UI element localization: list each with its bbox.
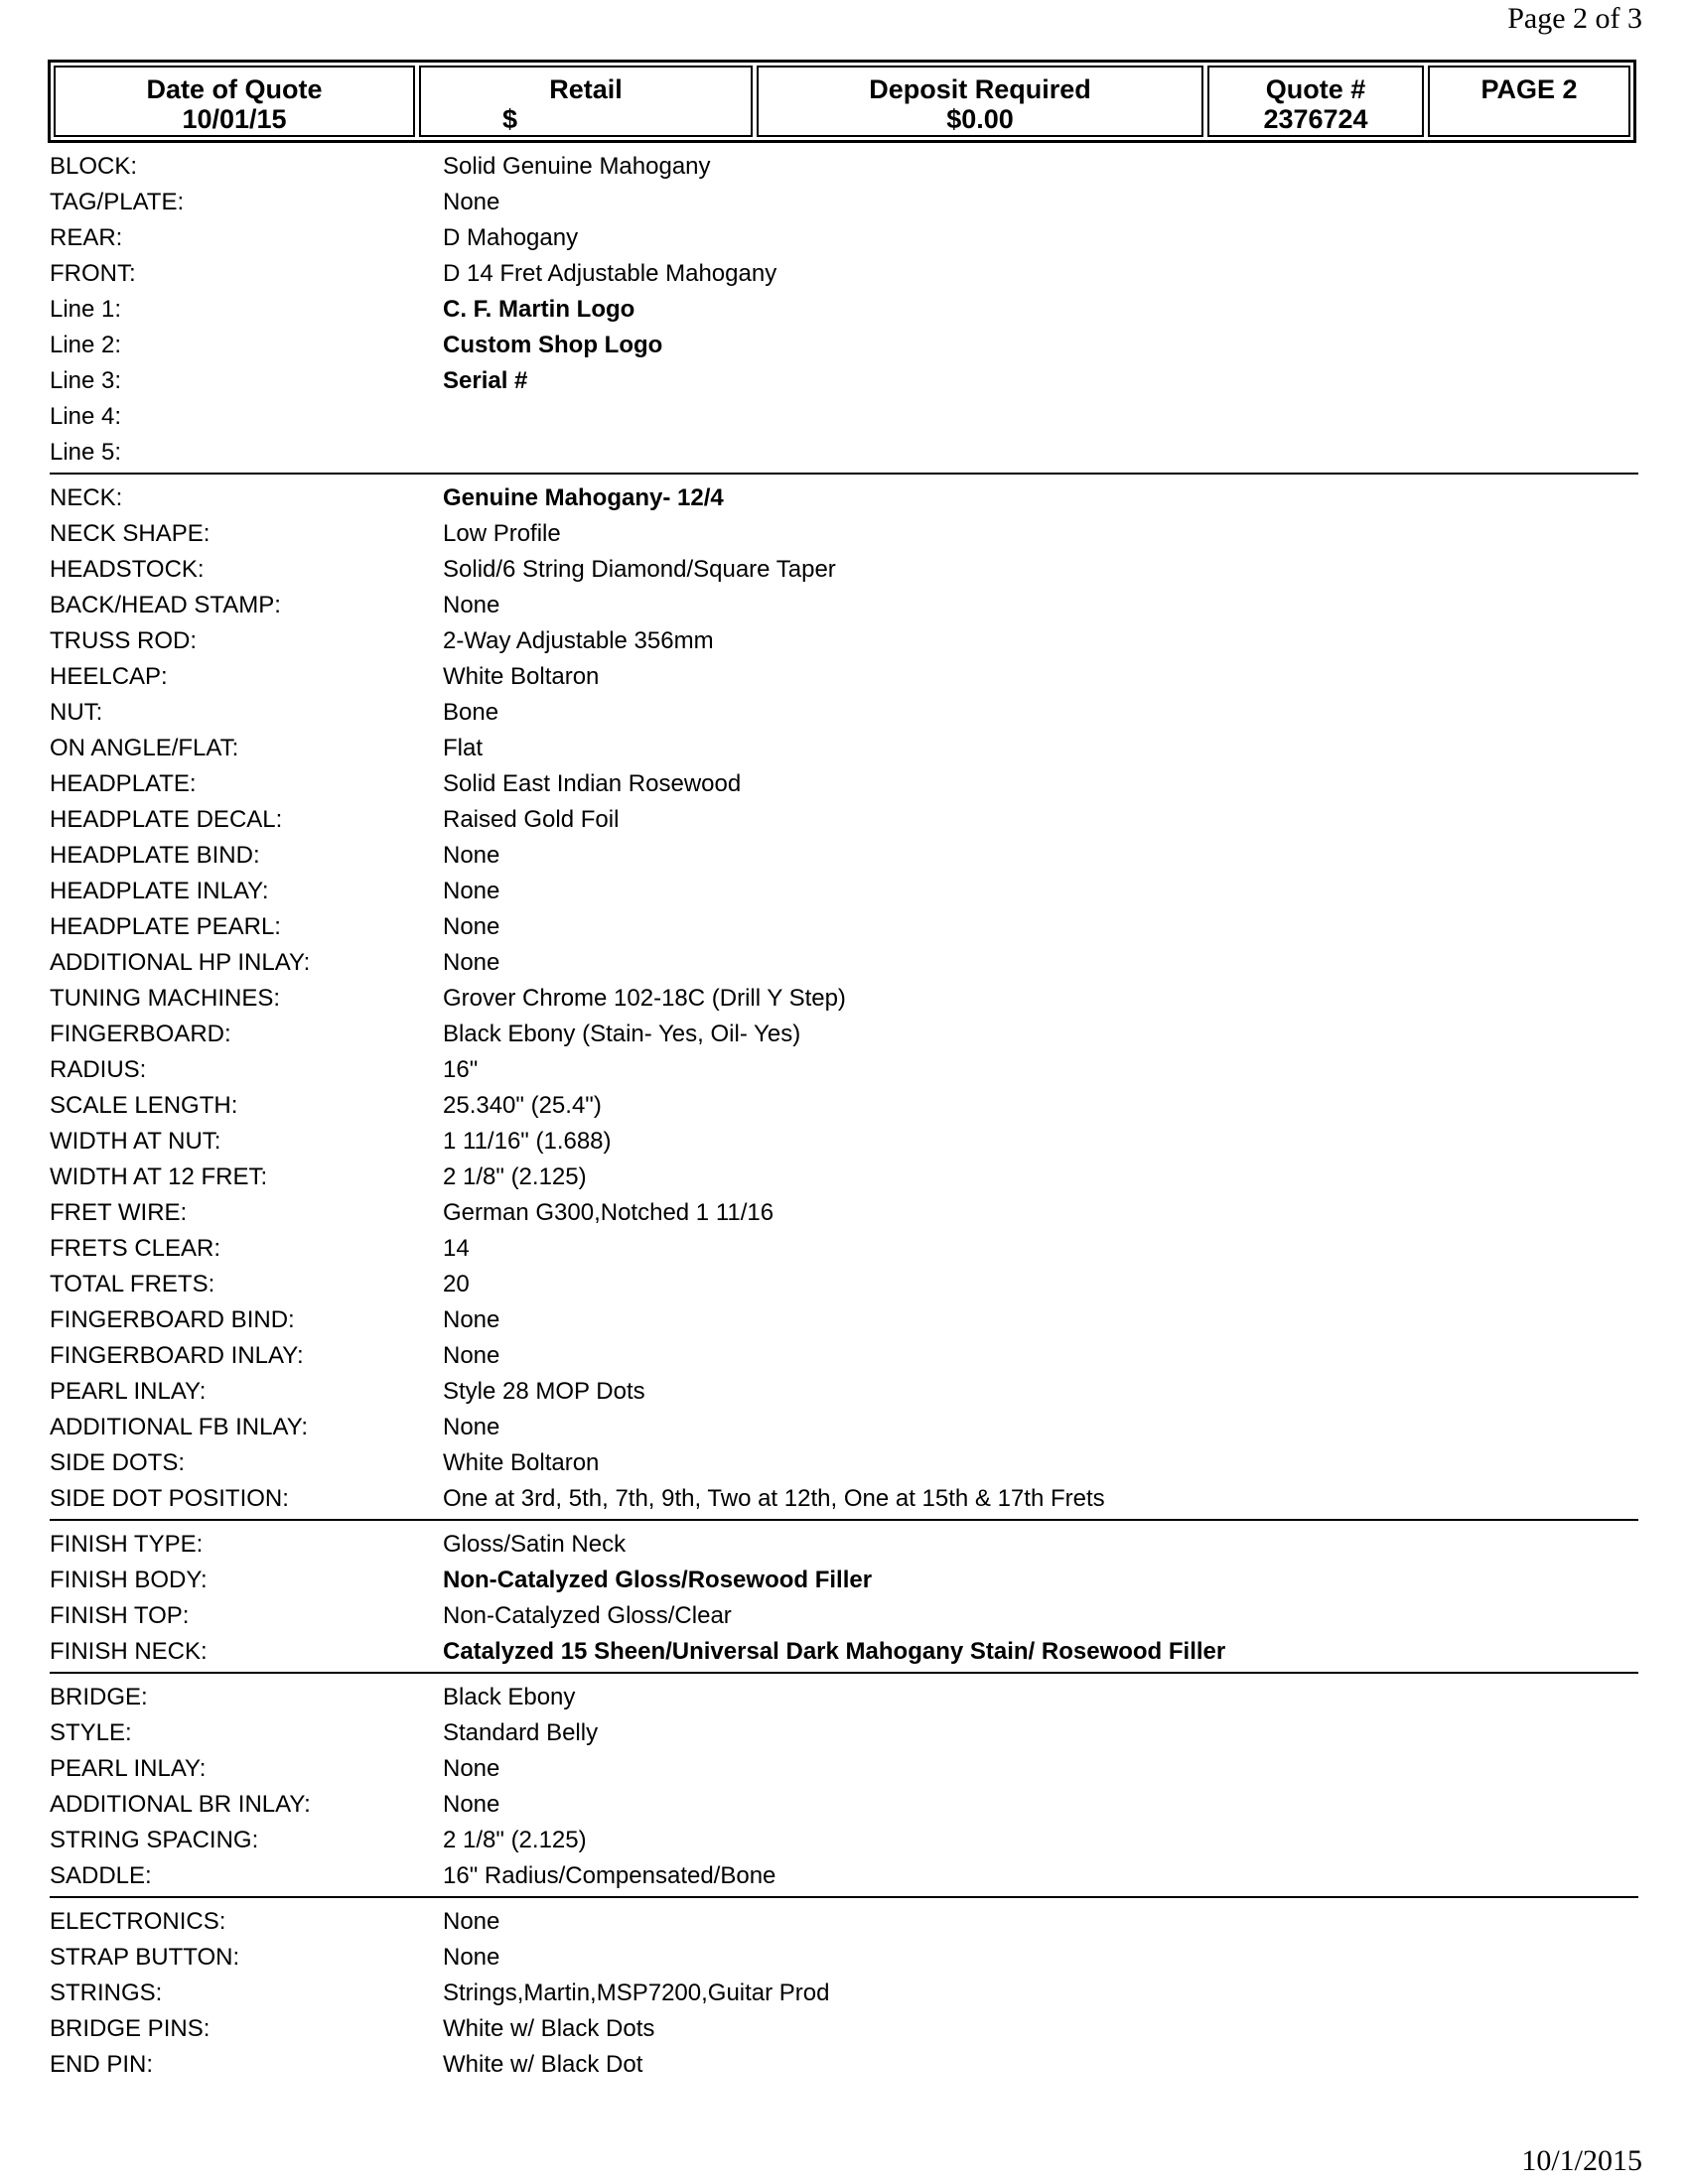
spec-row xyxy=(50,1445,1638,1481)
spec-row xyxy=(50,1410,1638,1445)
spec-section xyxy=(50,1680,1638,1898)
retail-cell xyxy=(419,66,753,137)
spec-row xyxy=(50,1634,1638,1670)
spec-value: Style 28 MOP Dots xyxy=(443,1378,645,1405)
quote-header xyxy=(48,60,1636,143)
spec-row xyxy=(50,1267,1638,1302)
spec-value: D Mahogany xyxy=(443,224,579,251)
page-label: PAGE 2 xyxy=(1480,74,1578,104)
spec-value: One at 3rd, 5th, 7th, 9th, Two at 12th, One at 15th & 17th Frets xyxy=(443,1485,1105,1512)
spec-value: Custom Shop Logo xyxy=(443,332,663,358)
spec-row xyxy=(50,909,1638,945)
spec-label: Line 4: xyxy=(50,403,122,430)
spec-label: SADDLE: xyxy=(50,1862,152,1889)
spec-label: HEADPLATE: xyxy=(50,770,197,797)
spec-label: Line 3: xyxy=(50,367,122,394)
spec-section xyxy=(50,1527,1638,1674)
spec-row xyxy=(50,981,1638,1017)
spec-label: Line 2: xyxy=(50,332,122,358)
spec-label: REAR: xyxy=(50,224,123,251)
spec-row xyxy=(50,588,1638,623)
spec-row xyxy=(50,2011,1638,2047)
spec-label: END PIN: xyxy=(50,2051,154,2078)
spec-label: HEADSTOCK: xyxy=(50,556,205,583)
spec-row xyxy=(50,1598,1638,1634)
spec-value: 1 11/16" (1.688) xyxy=(443,1128,612,1155)
spec-row xyxy=(50,1052,1638,1088)
spec-value: 25.340" (25.4") xyxy=(443,1092,602,1119)
spec-label: PEARL INLAY: xyxy=(50,1378,207,1405)
spec-label: BRIDGE: xyxy=(50,1684,148,1710)
spec-value: White w/ Black Dots xyxy=(443,2015,655,2042)
spec-value: 16" Radius/Compensated/Bone xyxy=(443,1862,776,1889)
spec-row xyxy=(50,1481,1638,1517)
quote-number-cell xyxy=(1207,66,1424,137)
spec-row xyxy=(50,1195,1638,1231)
spec-value: None xyxy=(443,189,500,215)
spec-label: FINISH BODY: xyxy=(50,1567,208,1593)
spec-label: FINISH NECK: xyxy=(50,1638,208,1665)
spec-row xyxy=(50,766,1638,802)
spec-value: None xyxy=(443,1791,500,1818)
spec-row xyxy=(50,1787,1638,1823)
spec-value: Grover Chrome 102-18C (Drill Y Step) xyxy=(443,985,846,1012)
date-of-quote-value: 10/01/15 xyxy=(182,104,287,134)
spec-value: 2-Way Adjustable 356mm xyxy=(443,627,714,654)
spec-value: None xyxy=(443,949,500,976)
spec-value: 2 1/8" (2.125) xyxy=(443,1163,587,1190)
spec-value: White Boltaron xyxy=(443,663,600,690)
retail-label: Retail xyxy=(549,74,623,104)
spec-label: NECK SHAPE: xyxy=(50,520,211,547)
spec-row xyxy=(50,480,1638,516)
spec-value: White Boltaron xyxy=(443,1449,600,1476)
spec-value: 16" xyxy=(443,1056,479,1083)
spec-label: STRING SPACING: xyxy=(50,1827,259,1853)
spec-value: None xyxy=(443,1306,500,1333)
spec-value: Non-Catalyzed Gloss/Rosewood Filler xyxy=(443,1567,873,1593)
spec-label: FINISH TOP: xyxy=(50,1602,190,1629)
spec-value: None xyxy=(443,1755,500,1782)
spec-value: Genuine Mahogany- 12/4 xyxy=(443,484,724,511)
spec-label: PEARL INLAY: xyxy=(50,1755,207,1782)
spec-label: NUT: xyxy=(50,699,103,726)
spec-value: 2 1/8" (2.125) xyxy=(443,1827,587,1853)
spec-row xyxy=(50,1976,1638,2011)
spec-value: None xyxy=(443,592,500,618)
spec-label: WIDTH AT 12 FRET: xyxy=(50,1163,268,1190)
deposit-cell xyxy=(757,66,1203,137)
date-of-quote-label: Date of Quote xyxy=(146,74,323,104)
spec-value: Bone xyxy=(443,699,499,726)
spec-label: FINGERBOARD BIND: xyxy=(50,1306,295,1333)
spec-row xyxy=(50,838,1638,874)
spec-label: SIDE DOTS: xyxy=(50,1449,186,1476)
spec-value: German G300,Notched 1 11/16 xyxy=(443,1199,774,1226)
spec-value: None xyxy=(443,878,500,904)
spec-row xyxy=(50,1563,1638,1598)
spec-label: ELECTRONICS: xyxy=(50,1908,226,1935)
spec-label: ADDITIONAL HP INLAY: xyxy=(50,949,311,976)
spec-value: White w/ Black Dot xyxy=(443,2051,643,2078)
spec-row xyxy=(50,1302,1638,1338)
spec-row xyxy=(50,149,1638,185)
spec-label: BRIDGE PINS: xyxy=(50,2015,211,2042)
spec-label: Line 1: xyxy=(50,296,122,323)
spec-value: C. F. Martin Logo xyxy=(443,296,635,323)
spec-value: Strings,Martin,MSP7200,Guitar Prod xyxy=(443,1979,830,2006)
spec-value: Solid/6 String Diamond/Square Taper xyxy=(443,556,836,583)
spec-label: TUNING MACHINES: xyxy=(50,985,281,1012)
spec-row xyxy=(50,1527,1638,1563)
spec-label: FINISH TYPE: xyxy=(50,1531,204,1558)
page-indicator: Page 2 of 3 xyxy=(1507,2,1642,35)
spec-value: Gloss/Satin Neck xyxy=(443,1531,627,1558)
spec-label: ADDITIONAL BR INLAY: xyxy=(50,1791,311,1818)
spec-value: D 14 Fret Adjustable Mahogany xyxy=(443,260,777,287)
spec-row xyxy=(50,802,1638,838)
spec-row xyxy=(50,2047,1638,2083)
spec-row xyxy=(50,185,1638,220)
spec-label: FRETS CLEAR: xyxy=(50,1235,221,1262)
spec-value: Black Ebony xyxy=(443,1684,576,1710)
spec-row xyxy=(50,1338,1638,1374)
spec-label: FINGERBOARD: xyxy=(50,1021,231,1047)
spec-value: Raised Gold Foil xyxy=(443,806,620,833)
spec-label: WIDTH AT NUT: xyxy=(50,1128,221,1155)
deposit-label: Deposit Required xyxy=(869,74,1091,104)
spec-row xyxy=(50,1231,1638,1267)
spec-label: ON ANGLE/FLAT: xyxy=(50,735,239,761)
spec-row xyxy=(50,1940,1638,1976)
spec-label: TOTAL FRETS: xyxy=(50,1271,215,1297)
spec-row xyxy=(50,1088,1638,1124)
spec-value: Non-Catalyzed Gloss/Clear xyxy=(443,1602,732,1629)
spec-label: BLOCK: xyxy=(50,153,138,180)
spec-row xyxy=(50,1904,1638,1940)
spec-row xyxy=(50,552,1638,588)
spec-section xyxy=(50,149,1638,475)
spec-row xyxy=(50,659,1638,695)
spec-label: Line 5: xyxy=(50,439,122,466)
spec-value: 20 xyxy=(443,1271,470,1297)
spec-label: NECK: xyxy=(50,484,123,511)
spec-value: None xyxy=(443,1908,500,1935)
spec-row xyxy=(50,695,1638,731)
spec-value: Solid East Indian Rosewood xyxy=(443,770,742,797)
spec-row xyxy=(50,292,1638,328)
spec-row xyxy=(50,1715,1638,1751)
quote-number-value: 2376724 xyxy=(1263,104,1368,134)
spec-label: FINGERBOARD INLAY: xyxy=(50,1342,304,1369)
spec-value: Solid Genuine Mahogany xyxy=(443,153,711,180)
spec-row xyxy=(50,256,1638,292)
quote-number-label: Quote # xyxy=(1265,74,1366,104)
spec-label: SCALE LENGTH: xyxy=(50,1092,238,1119)
spec-row xyxy=(50,1017,1638,1052)
spec-section xyxy=(50,480,1638,1521)
spec-label: BACK/HEAD STAMP: xyxy=(50,592,281,618)
spec-value: None xyxy=(443,1944,500,1971)
spec-row xyxy=(50,1823,1638,1858)
spec-label: HEELCAP: xyxy=(50,663,168,690)
spec-label: FRONT: xyxy=(50,260,136,287)
spec-value: Flat xyxy=(443,735,484,761)
spec-value: 14 xyxy=(443,1235,470,1262)
spec-value: Black Ebony (Stain- Yes, Oil- Yes) xyxy=(443,1021,801,1047)
spec-label: HEADPLATE BIND: xyxy=(50,842,260,869)
spec-section xyxy=(50,1904,1638,2085)
footer-date: 10/1/2015 xyxy=(1521,2144,1642,2177)
spec-row xyxy=(50,1374,1638,1410)
spec-row xyxy=(50,363,1638,399)
spec-row xyxy=(50,874,1638,909)
spec-row xyxy=(50,731,1638,766)
spec-label: TAG/PLATE: xyxy=(50,189,185,215)
spec-value: None xyxy=(443,1414,500,1440)
spec-value: Catalyzed 15 Sheen/Universal Dark Mahogany Stain/ Rosewood Filler xyxy=(443,1638,1226,1665)
spec-row xyxy=(50,945,1638,981)
retail-value: $ xyxy=(502,104,518,134)
spec-row xyxy=(50,1751,1638,1787)
spec-value: None xyxy=(443,913,500,940)
page-label-cell xyxy=(1428,66,1630,137)
spec-label: STRAP BUTTON: xyxy=(50,1944,240,1971)
spec-row xyxy=(50,328,1638,363)
spec-value: None xyxy=(443,842,500,869)
spec-value: Standard Belly xyxy=(443,1719,599,1746)
spec-label: HEADPLATE DECAL: xyxy=(50,806,283,833)
spec-row xyxy=(50,1858,1638,1894)
spec-row xyxy=(50,1160,1638,1195)
spec-sections xyxy=(50,149,1638,2091)
spec-row xyxy=(50,623,1638,659)
spec-label: FRET WIRE: xyxy=(50,1199,188,1226)
deposit-value: $0.00 xyxy=(946,104,1014,134)
spec-label: TRUSS ROD: xyxy=(50,627,198,654)
spec-label: STYLE: xyxy=(50,1719,132,1746)
spec-row xyxy=(50,220,1638,256)
spec-row xyxy=(50,1680,1638,1715)
spec-label: STRINGS: xyxy=(50,1979,163,2006)
spec-label: ADDITIONAL FB INLAY: xyxy=(50,1414,309,1440)
spec-label: SIDE DOT POSITION: xyxy=(50,1485,289,1512)
spec-row xyxy=(50,399,1638,435)
spec-value: Serial # xyxy=(443,367,528,394)
spec-value: None xyxy=(443,1342,500,1369)
spec-value: Low Profile xyxy=(443,520,561,547)
spec-label: HEADPLATE INLAY: xyxy=(50,878,269,904)
date-of-quote-cell xyxy=(54,66,415,137)
spec-label: HEADPLATE PEARL: xyxy=(50,913,281,940)
spec-row xyxy=(50,1124,1638,1160)
spec-row xyxy=(50,516,1638,552)
spec-row xyxy=(50,435,1638,471)
spec-label: RADIUS: xyxy=(50,1056,147,1083)
